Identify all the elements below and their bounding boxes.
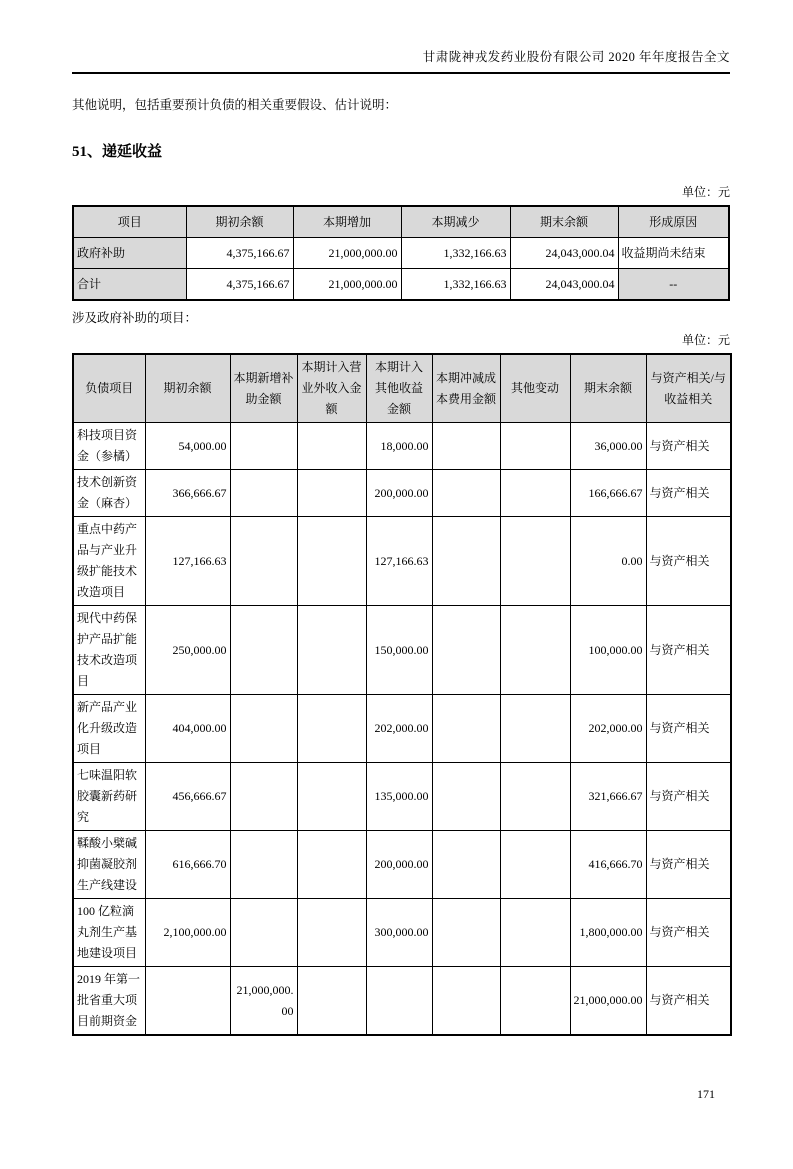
table-cell: [500, 899, 570, 967]
header-cell: 本期减少: [401, 206, 510, 238]
table-cell: 24,043,000.04: [510, 269, 618, 301]
table-cell: [230, 831, 297, 899]
table-cell: 100,000.00: [570, 606, 646, 695]
table-row: [73, 899, 731, 967]
table-cell: 366,666.67: [145, 470, 230, 517]
table-cell: [366, 967, 432, 1036]
table-cell: [230, 763, 297, 831]
table-cell: 300,000.00: [366, 899, 432, 967]
table-cell: 127,166.63: [145, 517, 230, 606]
table-cell: 1,332,166.63: [401, 238, 510, 269]
table-cell: [230, 899, 297, 967]
table-cell: 与资产相关: [646, 899, 731, 967]
table-cell: 616,666.70: [145, 831, 230, 899]
table-cell: 与资产相关: [646, 423, 731, 470]
table-row: [73, 238, 729, 269]
row-label-cell: 政府补助: [73, 238, 186, 269]
table-header-row: [73, 206, 729, 238]
header-cell: 本期增加: [293, 206, 401, 238]
table-cell: 收益期尚未结束: [618, 238, 729, 269]
table-cell: 54,000.00: [145, 423, 230, 470]
table-cell: 127,166.63: [366, 517, 432, 606]
table-cell: [230, 606, 297, 695]
table-cell: 与资产相关: [646, 695, 731, 763]
table-cell: 150,000.00: [366, 606, 432, 695]
table-cell: [500, 831, 570, 899]
header-cell: 本期计入其他收益金额: [366, 354, 432, 423]
table-cell: [432, 517, 500, 606]
table-cell: [432, 423, 500, 470]
table-cell: [432, 763, 500, 831]
table-cell: 与资产相关: [646, 606, 731, 695]
table-row: [73, 517, 731, 606]
row-label-cell: 重点中药产品与产业升级扩能技术改造项目: [73, 517, 145, 606]
table-cell: [297, 899, 366, 967]
table-cell: [230, 695, 297, 763]
header-cell: 与资产相关/与收益相关: [646, 354, 731, 423]
government-grant-table: [72, 353, 732, 1036]
row-label-cell: 技术创新资金（麻杏）: [73, 470, 145, 517]
row-label-cell: 100 亿粒滴丸剂生产基地建设项目: [73, 899, 145, 967]
table-cell: 2,100,000.00: [145, 899, 230, 967]
unit-label-1: 单位：元: [681, 185, 730, 199]
header-cell: 期末余额: [570, 354, 646, 423]
table-cell: 与资产相关: [646, 831, 731, 899]
table-cell: 18,000.00: [366, 423, 432, 470]
section-heading-deferred-income: 51、递延收益: [72, 144, 163, 160]
unit-label-2: 单位：元: [681, 333, 730, 347]
table-cell: [500, 967, 570, 1036]
table-row: [73, 423, 731, 470]
table-header-row: [73, 354, 731, 423]
row-label-cell: 合计: [73, 269, 186, 301]
table-cell: [145, 967, 230, 1036]
table-cell: 与资产相关: [646, 517, 731, 606]
government-grant-caption: 涉及政府补助的项目：: [72, 311, 198, 325]
header-cell: 负债项目: [73, 354, 145, 423]
table-cell: 与资产相关: [646, 763, 731, 831]
table-row: [73, 831, 731, 899]
row-label-cell: 鞣酸小檗碱抑菌凝胶剂生产线建设: [73, 831, 145, 899]
table-cell: 250,000.00: [145, 606, 230, 695]
other-notes-text: 其他说明，包括重要预计负债的相关重要假设、估计说明：: [72, 98, 398, 112]
table-cell: [432, 967, 500, 1036]
table-cell: [297, 763, 366, 831]
table-cell: [230, 423, 297, 470]
deferred-income-table: [72, 205, 730, 301]
table-cell: [297, 967, 366, 1036]
table-cell: [297, 831, 366, 899]
table-cell: 与资产相关: [646, 470, 731, 517]
table-cell: 21,000,000.00: [293, 238, 401, 269]
table-cell: [500, 763, 570, 831]
table-cell: --: [618, 269, 729, 301]
table-cell: [432, 606, 500, 695]
table-cell: 404,000.00: [145, 695, 230, 763]
table-cell: [297, 517, 366, 606]
row-label-cell: 现代中药保护产品扩能技术改造项目: [73, 606, 145, 695]
table-cell: 202,000.00: [366, 695, 432, 763]
table-cell: 21,000,000.00: [230, 967, 297, 1036]
government-grant-table-body: [73, 423, 731, 1036]
header-cell: 本期新增补助金额: [230, 354, 297, 423]
table-cell: 36,000.00: [570, 423, 646, 470]
header-cell: 形成原因: [618, 206, 729, 238]
table-cell: [500, 423, 570, 470]
header-cell: 本期计入营业外收入金额: [297, 354, 366, 423]
header-cell: 期初余额: [186, 206, 293, 238]
document-page: [0, 47, 793, 1036]
table-row: [73, 695, 731, 763]
table-cell: [500, 517, 570, 606]
row-label-cell: 新产品产业化升级改造项目: [73, 695, 145, 763]
table-cell: 1,800,000.00: [570, 899, 646, 967]
table-cell: 与资产相关: [646, 967, 731, 1036]
table-cell: [297, 695, 366, 763]
header-cell: 期末余额: [510, 206, 618, 238]
deferred-income-table-header: [73, 206, 729, 238]
table-cell: 24,043,000.04: [510, 238, 618, 269]
table-row: [73, 606, 731, 695]
table-cell: 321,666.67: [570, 763, 646, 831]
header-cell: 本期冲减成本费用金额: [432, 354, 500, 423]
table-cell: [230, 517, 297, 606]
table-cell: [500, 470, 570, 517]
table-cell: [297, 470, 366, 517]
table-cell: [297, 606, 366, 695]
header-cell: 期初余额: [145, 354, 230, 423]
table-row: [73, 763, 731, 831]
table-cell: 21,000,000.00: [570, 967, 646, 1036]
table-cell: 4,375,166.67: [186, 238, 293, 269]
table-cell: 135,000.00: [366, 763, 432, 831]
table-row: [73, 269, 729, 301]
table-cell: [432, 899, 500, 967]
table-cell: [432, 470, 500, 517]
row-label-cell: 七味温阳软胶囊新药研究: [73, 763, 145, 831]
table-cell: [500, 695, 570, 763]
table-cell: 456,666.67: [145, 763, 230, 831]
report-header-title: 甘肃陇神戎发药业股份有限公司 2020 年年度报告全文: [72, 47, 730, 74]
header-cell: 其他变动: [500, 354, 570, 423]
row-label-cell: 科技项目资金（参橘）: [73, 423, 145, 470]
table-cell: 0.00: [570, 517, 646, 606]
table-cell: 202,000.00: [570, 695, 646, 763]
header-cell: 项目: [73, 206, 186, 238]
table-cell: 21,000,000.00: [293, 269, 401, 301]
page-number: 171: [697, 1087, 715, 1101]
table-cell: [432, 695, 500, 763]
table-cell: 416,666.70: [570, 831, 646, 899]
deferred-income-table-body: [73, 238, 729, 301]
table-cell: [432, 831, 500, 899]
table-cell: 200,000.00: [366, 470, 432, 517]
table-cell: 200,000.00: [366, 831, 432, 899]
table-cell: [230, 470, 297, 517]
row-label-cell: 2019 年第一批省重大项目前期资金: [73, 967, 145, 1036]
table-cell: [500, 606, 570, 695]
table-cell: 166,666.67: [570, 470, 646, 517]
table-cell: 1,332,166.63: [401, 269, 510, 301]
government-grant-table-header: [73, 354, 731, 423]
table-cell: [297, 423, 366, 470]
table-cell: 4,375,166.67: [186, 269, 293, 301]
table-row: [73, 470, 731, 517]
table-row: [73, 967, 731, 1036]
